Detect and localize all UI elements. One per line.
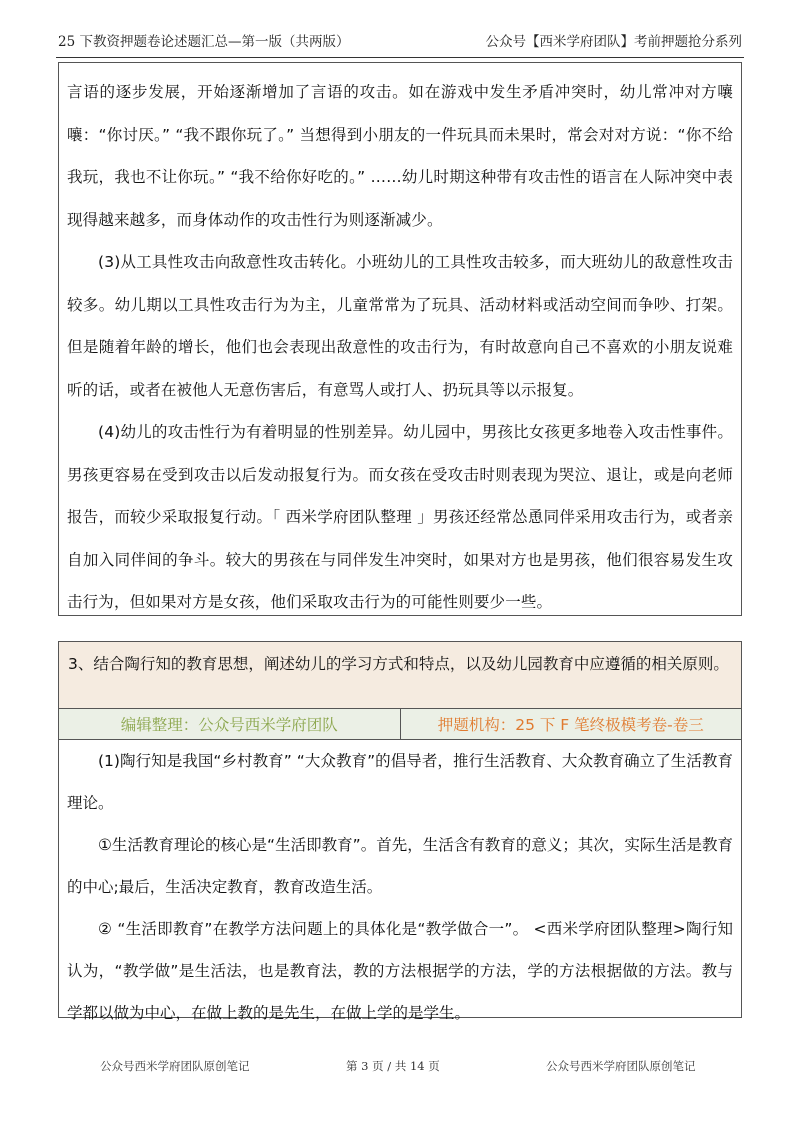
paragraph: (1)陶行知是我国“乡村教育” “大众教育”的倡导者，推行生活教育、大众教育确立了生活教育理论。 — [67, 752, 733, 812]
question-source: 押题机构：25 下 F 笔终极模考卷-卷三 — [437, 716, 704, 734]
paragraph: ①生活教育理论的核心是“生活即教育”。首先，生活含有教育的意义；其次，实际生活是教育的中心;最后，生活决定教育，教育改造生活。 — [67, 836, 733, 896]
footer-left: 公众号西米学府团队原创笔记 — [100, 1059, 250, 1073]
header-divider — [56, 57, 744, 58]
paragraph: (3)从工具性攻击向敌意性攻击转化。小班幼儿的工具性攻击较多，而大班幼儿的敌意性攻击较多。幼儿期以工具性攻击行为为主，儿童常常为了玩具、活动材料或活动空间而争吵、打架。但是随着年龄的增长，他们也会表现出敌意性的攻击行为，有时故意向自己不喜欢的小朋友说难听的话，或者在被他人无意伤害后，有意骂人或打人、扔玩具等以示报复。 — [67, 253, 733, 399]
answer-box-continued — [58, 62, 742, 616]
paragraph: ② “生活即教育”在教学方法问题上的具体化是“教学做合一”。 <西米学府团队整理>陶行知认为，“教学做”是生活法，也是教育法，教的方法根据学的方法，学的方法根据做的方法。教与学都以做为中心，在做上教的是先生，在做上学的是学生。 — [67, 920, 733, 1022]
question-title: 3、结合陶行知的教育思想，阐述幼儿的学习方式和特点，以及幼儿园教育中应遵循的相关原则。 — [58, 641, 742, 709]
paragraph: 言语的逐步发展，开始逐渐增加了言语的攻击。如在游戏中发生矛盾冲突时，幼儿常冲对方嚷嚷：“你讨厌。” “我不跟你玩了。” 当想得到小朋友的一件玩具而未果时，常会对对方说：“你不给我玩，我也不让你玩。” “我不给你好吃的。” ……幼儿时期这种带有攻击性的语言在人际冲突中表现得越来越多，而身体动作的攻击性行为则逐渐减少。 — [67, 83, 733, 229]
page-number: 第 3 页 / 共 14 页 — [346, 1059, 440, 1073]
header-left-title: 25 下教资押题卷论述题汇总—第一版（共两版） — [58, 34, 350, 50]
paragraph: (4)幼儿的攻击性行为有着明显的性别差异。幼儿园中，男孩比女孩更多地卷入攻击性事件。男孩更容易在受到攻击以后发动报复行为。而女孩在受攻击时则表现为哭泣、退让，或是向老师报告，而较少采取报复行动。「 西米学府团队整理 」男孩还经常怂恿同伴采用攻击行为，或者亲自加入同伴间的争斗。较大的男孩在与同伴发生冲突时，如果对方也是男孩，他们很容易发生攻击行为，但如果对方是女孩，他们采取攻击行为的可能性则要少一些。 — [67, 423, 733, 611]
header-right-title: 公众号【西米学府团队】考前押题抢分系列 — [485, 34, 742, 50]
footer-right: 公众号西米学府团队原创笔记 — [546, 1059, 696, 1073]
question-meta-row — [58, 708, 742, 740]
editor-credit: 编辑整理：公众号西米学府团队 — [59, 709, 401, 739]
answer-box — [58, 739, 742, 1022]
